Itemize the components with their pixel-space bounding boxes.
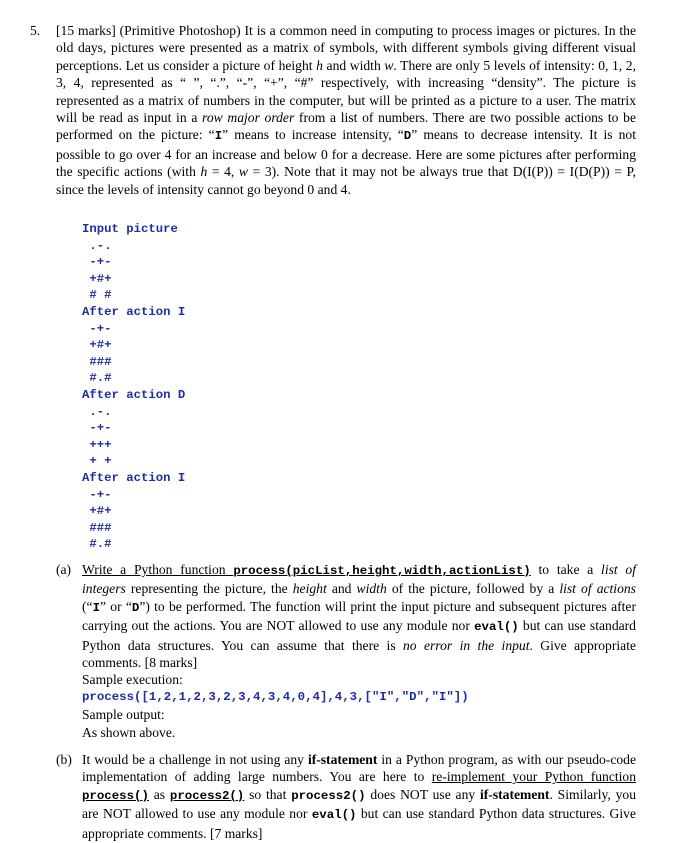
picture-examples <box>82 221 185 553</box>
code-line: -+- <box>82 421 112 436</box>
question-intro: [15 marks] (Primitive Photoshop) It is a common need in computing to process images or pictures. In the old days, pictures were presented as a matrix of symbols, with different symbols giving different visual perceptions. Let us consider a picture of height h and width w. There are only 5 levels of intensity: 0, 1, 2, 3, 4, represented as “ ”, “.”, “-”, “+”, “#” respectively, with increasing “density”. The picture is represented as a matrix of numbers in the computer, but will be printed as a picture to a user. The matrix will be read as input in a row major order from a list of numbers. There are two possible actions to be performed on the picture: “I” means to increase intensity, “D” means to decrease intensity. It is not possible to go over 4 for an increase and below 0 for a decrease. Here are some pictures after performing the specific actions (with h = 4, w = 3). Note that it may not be always true that D(I(P)) = I(D(P)) = P, since the levels of intensity cannot go beyond 0 and 4. <box>56 23 636 197</box>
sample-output-text: As shown above. <box>82 724 176 740</box>
sample-execution-code: process([1,2,1,2,3,2,3,4,3,4,0,4],4,3,["I","D","I"]) <box>82 689 469 704</box>
code-line: + + <box>82 454 112 469</box>
sample-execution-label: Sample execution: <box>82 672 183 688</box>
code-line: # # <box>82 288 112 303</box>
code-line: +#+ <box>82 504 112 519</box>
code-line: .-. <box>82 404 112 419</box>
code-line: -+- <box>82 321 112 336</box>
question-number: 5. <box>30 23 41 38</box>
part-a <box>56 561 636 741</box>
part-a-label: (a) <box>56 562 72 577</box>
code-line: #.# <box>82 371 112 386</box>
code-line: +#+ <box>82 338 112 353</box>
code-line: #.# <box>82 537 112 552</box>
code-line: ### <box>82 520 112 535</box>
part-b-label: (b) <box>56 752 72 767</box>
part-b-text: It would be a challenge in not using any if-statement in a Python program, as with our pseudo-code implementation of adding large numbers. You are here to re-implement your Python function process() as process2() so that process2() does NOT use any if-statement. Similarly, you are NOT allowed to use any module nor eval() but can use standard Python data structures. Give appropriate comments. [7 marks] <box>82 752 637 841</box>
code-line: +#+ <box>82 271 112 286</box>
code-line: After action I <box>82 470 186 485</box>
function-signature: process(picList,height,width,actionList) <box>233 564 531 578</box>
code-line: -+- <box>82 255 112 270</box>
code-line: Input picture <box>82 222 178 236</box>
code-line: ### <box>82 354 112 369</box>
code-line: After action I <box>82 304 186 319</box>
code-line: +++ <box>82 437 112 452</box>
code-line: -+- <box>82 487 112 502</box>
part-b <box>56 751 636 842</box>
code-line: After action D <box>82 387 186 402</box>
code-line: .-. <box>82 238 112 253</box>
part-a-text: Write a Python function process(picList,height,width,actionList) to take a list of integers representing the picture, the height and width of the picture, followed by a list of actions (“I” or “D”) to be performed. The function will print the input picture and subsequent pictures after carrying out the actions. You are NOT allowed to use any module nor eval() but can use standard Python data structures. You can assume that there is no error in the input. Give appropriate comments. [8 marks] <box>82 562 637 671</box>
sample-output-label: Sample output: <box>82 707 165 723</box>
